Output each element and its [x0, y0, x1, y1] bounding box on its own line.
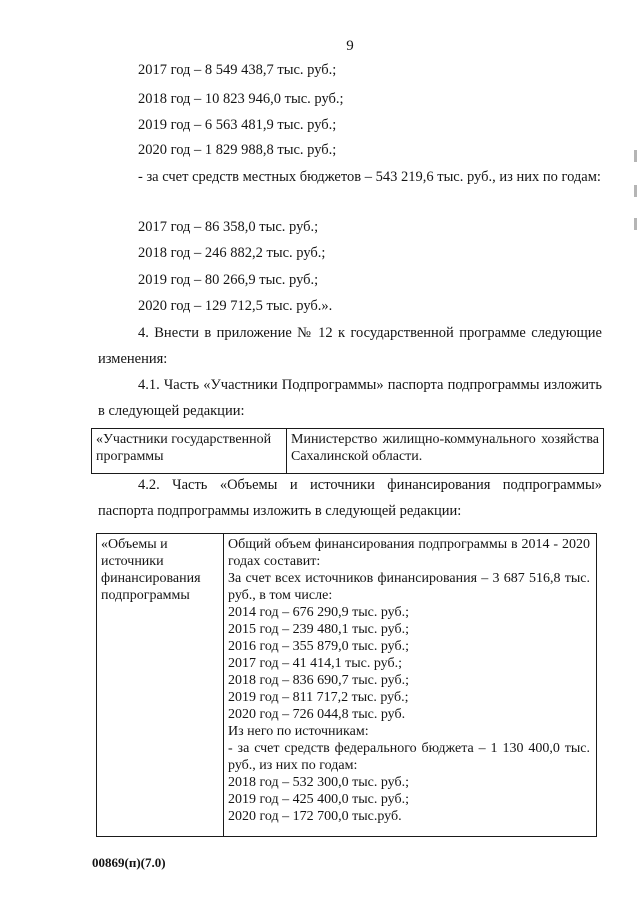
participants-value-cell: Министерство жилищно-коммунального хозяйства Сахалинской области. [287, 429, 604, 474]
financing-value-cell [224, 534, 597, 837]
participants-table [91, 428, 604, 474]
financing-table [96, 533, 597, 837]
federal-year-line: 2020 год – 172 700,0 тыс.руб. [228, 809, 402, 824]
table-row [97, 534, 597, 837]
document-code: 00869(п)(7.0) [92, 855, 166, 870]
financing-label-cell: «Объемы и источники финансирования подпрограммы [97, 534, 224, 837]
federal-year-line: 2019 год – 425 400,0 тыс. руб.; [228, 792, 409, 807]
table-row [92, 429, 604, 474]
federal-budget-text: - за счет средств федерального бюджета – 1 130 400,0 тыс. руб., из них по годам: [228, 741, 590, 773]
page-number: 9 [346, 38, 354, 54]
local-budget-paragraph: - за счет средств местных бюджетов – 543 219,6 тыс. руб., из них по годам: [138, 169, 601, 185]
scan-edge-mark [634, 218, 637, 230]
total-financing-text: Общий объем финансирования подпрограммы в 2014 - 2020 годах составит: [228, 537, 590, 569]
local-line-2019: 2019 год – 80 266,9 тыс. руб.; [138, 272, 319, 288]
local-line-2020: 2020 год – 129 712,5 тыс. руб.». [138, 298, 333, 314]
item-4-1-paragraph: 4.1. Часть «Участники Подпрограммы» паспорта подпрограммы изложить в следующей редакции: [98, 377, 602, 419]
year-line: 2019 год – 811 717,2 тыс. руб.; [228, 690, 409, 705]
all-sources-text: За счет всех источников финансирования – 3 687 516,8 тыс. руб., в том числе: [228, 571, 590, 603]
scan-edge-mark [634, 150, 637, 162]
item-4-paragraph: 4. Внести в приложение № 12 к государственной программе следующие изменения: [98, 325, 602, 367]
top-line-2020: 2020 год – 1 829 988,8 тыс. руб.; [138, 142, 337, 158]
year-line: 2017 год – 41 414,1 тыс. руб.; [228, 656, 402, 671]
year-line: 2015 год – 239 480,1 тыс. руб.; [228, 622, 409, 637]
year-line: 2016 год – 355 879,0 тыс. руб.; [228, 639, 409, 654]
top-line-2017: 2017 год – 8 549 438,7 тыс. руб.; [138, 62, 337, 78]
year-line: 2020 год – 726 044,8 тыс. руб. [228, 707, 406, 722]
top-line-2019: 2019 год – 6 563 481,9 тыс. руб.; [138, 117, 337, 133]
year-line: 2014 год – 676 290,9 тыс. руб.; [228, 605, 409, 620]
federal-year-line: 2018 год – 532 300,0 тыс. руб.; [228, 775, 409, 790]
sources-header: Из него по источникам: [228, 724, 369, 739]
item-4-2-paragraph: 4.2. Часть «Объемы и источники финансирования подпрограммы» паспорта подпрограммы изложить в следующей редакции: [98, 477, 602, 519]
participants-label-cell: «Участники государственной программы [92, 429, 287, 474]
year-line: 2018 год – 836 690,7 тыс. руб.; [228, 673, 409, 688]
top-line-2018: 2018 год – 10 823 946,0 тыс. руб.; [138, 91, 344, 107]
local-line-2017: 2017 год – 86 358,0 тыс. руб.; [138, 219, 319, 235]
local-line-2018: 2018 год – 246 882,2 тыс. руб.; [138, 245, 326, 261]
scan-edge-mark [634, 185, 637, 197]
